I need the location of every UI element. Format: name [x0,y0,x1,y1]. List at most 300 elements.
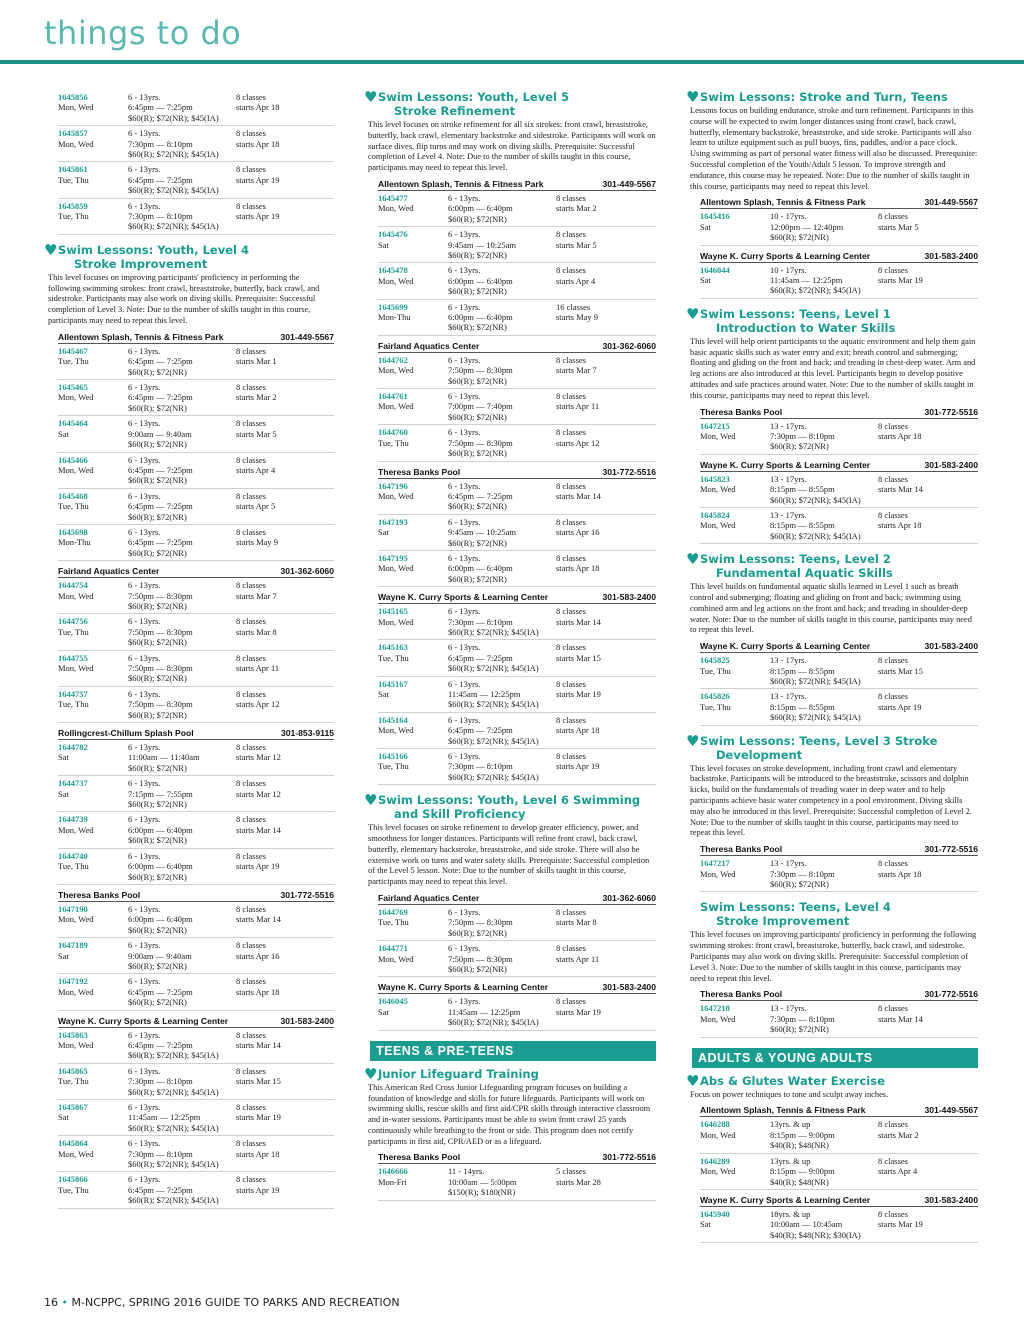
session-days: Tue, Thu [378,437,409,448]
course-title-line-2: Stroke Improvement [716,914,850,929]
session-id: 1647190 [58,903,88,914]
session-count: 8 classes [236,382,266,393]
session-row [58,199,334,235]
course-title [364,90,656,118]
session-fee: $60(R); $72(NR) [770,232,829,243]
session-time: 7:30pm — 8:10pm [448,616,513,627]
location-header [700,194,978,209]
session-id: 1645825 [700,655,730,666]
heart-icon: ♥ [686,88,700,106]
session-time: 6:45pm — 7:25pm [128,501,193,512]
session-fee: $60(R); $72(NR) [448,537,507,548]
session-start: starts Apr 18 [236,986,280,997]
session-days: Tue, Thu [700,665,731,676]
session-age: 6 - 13yrs. [448,516,481,527]
location-header [700,457,978,472]
session-time: 7:50pm — 8:30pm [448,437,513,448]
session-row [700,1207,978,1243]
session-count: 8 classes [556,606,586,617]
session-id: 1645478 [378,265,408,276]
session-fee: $60(R); $72(NR) [128,439,187,450]
session-start: starts Mar 2 [878,1129,919,1140]
course-title [686,731,978,762]
session-row [58,849,334,885]
course-title-line-1: Swim Lessons: Teens, Level 2 [700,552,891,567]
session-age: 6 - 13yrs. [448,192,481,203]
session-time: 9:45am — 10:25am [448,239,516,250]
session-row [700,472,978,508]
session-id: 1647195 [378,552,408,563]
session-time: 7:15pm — 7:55pm [128,788,193,799]
location-name: Wayne K. Curry Sports & Learning Center [378,592,549,603]
session-count: 8 classes [236,1029,266,1040]
session-id: 1646044 [700,264,730,275]
session-age: 6 - 13yrs. [128,1029,161,1040]
course-description: This American Red Cross Junior Lifeguarding program focuses on building a foundation of knowledge and skills for future lifeguards. Participants will work on swimming skills, rescue skills and first aid/CPR skills through interactive classroom and in-water sessions. Participants must be able to swim front crawl 25 yards continuously while breathing to the front or side. This program does not certify participants in first aid, CPR/AED or as a lifeguard. [368,1082,651,1146]
heart-icon: ♥ [364,88,378,106]
course-listing [364,88,656,785]
session-time: 7:50pm — 8:30pm [448,365,513,376]
session-row [700,508,978,544]
session-days: Mon, Wed [378,365,414,376]
session-age: 6 - 13yrs. [448,391,481,402]
session-start: starts Apr 12 [556,437,600,448]
session-count: 8 classes [878,655,908,666]
session-age: 6 - 13yrs. [448,642,481,653]
session-count: 8 classes [236,580,266,591]
course-listing [364,791,656,1030]
session-start: starts Apr 11 [236,663,280,674]
location-phone: 301-449-5567 [924,197,978,208]
session-age: 6 - 13yrs. [128,652,161,663]
session-days: Mon, Wed [58,138,94,149]
location-phone: 301-853-9115 [280,728,334,739]
session-days: Mon, Wed [700,1013,736,1024]
session-spacer [58,439,128,449]
session-start: starts Apr 18 [236,102,280,113]
session-count: 8 classes [556,265,586,276]
session-spacer [378,928,448,938]
location-name: Theresa Banks Pool [378,466,461,477]
course-title [364,793,656,821]
session-fee: $60(R); $72(NR) [128,402,187,413]
footer-text: M-NCPPC, SPRING 2016 GUIDE TO PARKS AND RECREATION [71,1296,400,1309]
session-days: Mon, Wed [58,663,94,674]
session-spacer [58,512,128,522]
session-days: Sat [700,1219,711,1230]
session-fee: $60(R); $72(NR) [448,964,507,975]
session-fee: $60(R); $72(NR); $45(IA) [128,1159,219,1170]
session-age: 13 - 17yrs. [770,691,807,702]
session-id: 1645416 [700,211,730,222]
session-start: starts Mar 19 [556,1006,601,1017]
session-time: 6:45pm — 7:25pm [448,652,513,663]
session-count: 8 classes [236,616,266,627]
session-age: 6 - 13yrs. [448,606,481,617]
session-row [378,353,656,389]
location-phone: 301-362-6060 [602,893,656,904]
location-name: Allentown Splash, Tennis & Fitness Park [700,197,866,208]
location-name: Allentown Splash, Tennis & Fitness Park [700,1105,866,1116]
session-start: starts Mar 5 [556,239,597,250]
course-title-text [700,552,893,580]
session-spacer [378,448,448,458]
course-description: Lessons focus on building endurance, stroke and turn refinement. Participants in this course will be expected to swim longer distances using front crawl, back crawl, butterfly, elementary backstroke, breaststroke, and side stroke. Participants will also learn to utilize equipment such as pull buoys, fins, paddles, and/or a pace clock. Using swimming as part of personal water fitness will also be discussed. Prerequisite: Successful completion of the Youth/Adult 5 lesson. To improve strength and endurance, this course may be repeated. Note: Due to the number of skills taught in this course, participants may need to repeat this level. [690,106,978,191]
location-header [58,1013,334,1028]
session-days: Tue, Thu [378,652,409,663]
location-phone: 301-772-5516 [602,1152,656,1163]
location-phone: 301-583-2400 [924,250,978,261]
session-days: Sat [58,788,69,799]
session-row [58,687,334,723]
session-age: 6 - 13yrs. [448,714,481,725]
session-count: 8 classes [236,200,266,211]
session-row [58,938,334,974]
session-days: Mon, Wed [378,616,414,627]
course-description: This level focuses on stroke development, including front crawl and elementary backstroke. Participants will be introduced to the breaststroke, scissors and dolphin kicks, build on the fundamentals of treading water in deep water and to help participants achieve basic water competency in a pool environment. Diving skills may also be introduced in this level. Prerequisite: Successful completion of Level 2. Note: Due to the number of skills taught in this course, participants may need to repeat this level. [690,763,972,838]
session-row [58,1064,334,1100]
session-fee: $150(R); $180(NR) [448,1187,516,1198]
session-spacer [700,712,770,722]
session-spacer [58,1050,128,1060]
session-time: 8:15pm — 9:00pm [770,1166,835,1177]
session-fee: $60(R); $72(NR); $45(IA) [770,494,861,505]
course-title-line-1: Swim Lessons: Youth, Level 4 [58,242,249,257]
session-start: starts Apr 19 [236,1184,280,1195]
course-title-text [58,243,249,271]
session-spacer [700,441,770,451]
session-start: starts Mar 2 [556,203,597,214]
session-time: 6:00pm — 6:40pm [128,824,193,835]
location-name: Fairland Aquatics Center [58,566,160,577]
course-title [686,552,978,580]
session-start: starts Apr 18 [878,431,922,441]
session-age: 6 - 13yrs. [448,354,481,365]
session-age: 6 - 13yrs. [128,418,161,429]
session-id: 1645824 [700,510,730,521]
session-days: Mon, Wed [378,401,414,412]
session-count: 8 classes [236,526,266,537]
session-days: Sat [378,239,389,250]
session-spacer [700,285,770,295]
column-3 [686,88,978,1251]
session-days: Tue, Thu [58,861,89,872]
session-spacer [700,676,770,686]
session-age: 6 - 13yrs. [448,427,481,438]
session-row [58,126,334,162]
session-fee: $60(R); $72(NR); $45(IA) [770,530,861,541]
session-start: starts Apr 4 [236,464,276,475]
course-title-line-2: Introduction to Water Skills [716,320,896,335]
session-age: 6 - 13yrs. [128,345,161,356]
location-header [378,979,656,994]
session-age: 6 - 13yrs. [448,751,481,762]
course-title-line-1: Swim Lessons: Teens, Level 1 [700,306,891,321]
course-listing [686,1071,978,1243]
session-row [58,1136,334,1172]
heart-icon: ♥ [364,1064,378,1083]
session-count: 8 classes [236,652,266,663]
session-id: 1645468 [58,490,88,501]
session-count: 8 classes [236,490,266,501]
session-spacer [58,1159,128,1169]
session-days: Mon, Wed [58,1039,94,1050]
session-start: starts Apr 18 [236,1148,280,1159]
session-start: starts Apr 18 [556,725,600,736]
session-fee: $60(R); $72(NR) [128,871,187,882]
session-id: 1645698 [58,526,88,537]
session-days: Mon, Wed [378,563,414,574]
session-count: 8 classes [556,480,586,491]
session-start: starts Apr 19 [878,701,922,712]
session-days: Sat [378,527,389,538]
session-fee: $60(R); $72(NR) [128,547,187,558]
location-name: Fairland Aquatics Center [378,340,480,351]
session-count: 8 classes [556,751,586,762]
session-spacer [58,601,128,611]
session-days: Sat [58,428,69,439]
heart-icon: ♥ [686,550,700,569]
location-phone: 301-583-2400 [924,641,978,652]
course-description: Focus on power techniques to tone and sculpt away inches. [690,1089,889,1099]
session-days: Sat [58,1112,69,1123]
session-count: 8 classes [236,92,266,102]
session-spacer [700,1177,770,1187]
location-name: Allentown Splash, Tennis & Fitness Park [378,178,544,189]
session-fee: $60(R); $72(NR) [770,1024,829,1035]
session-age: 18yrs. & up [770,1208,811,1219]
session-time: 6:00pm — 6:40pm [448,312,513,323]
session-start: starts Apr 11 [556,401,600,412]
session-age: 13 - 17yrs. [770,420,807,431]
session-fee: $60(R); $72(NR) [448,375,507,386]
session-id: 1645164 [378,714,408,725]
session-age: 6 - 13yrs. [128,164,161,175]
session-time: 7:50pm — 8:30pm [448,917,513,928]
location-phone: 301-583-2400 [924,459,978,470]
course-title-text [700,90,948,104]
course-listing [44,240,334,1209]
session-row [58,380,334,416]
course-title-line-2: Stroke Refinement [394,104,516,118]
session-time: 8:15pm — 8:55pm [770,701,835,712]
session-days: Tue, Thu [58,174,89,185]
session-fee: $60(R); $72(NR) [128,673,187,684]
session-fee: $60(R); $72(NR) [128,924,187,935]
session-days: Mon, Wed [58,986,94,997]
session-count: 8 classes [878,473,908,484]
session-row [58,344,334,380]
location-name: Theresa Banks Pool [700,844,783,855]
session-start: starts Mar 5 [878,221,919,232]
session-time: 6:45pm — 7:25pm [128,986,193,997]
session-count: 8 classes [236,850,266,861]
session-fee: $60(R); $72(NR); $45(IA) [448,699,539,710]
session-days: Tue, Thu [58,501,89,512]
course-title-text [378,90,569,118]
session-id: 1644739 [58,814,88,825]
session-spacer [58,403,128,413]
session-row [58,453,334,489]
session-days: Mon, Wed [378,953,414,964]
session-start: starts Mar 8 [556,917,597,928]
course-title [686,304,978,335]
session-id: 1645865 [58,1065,88,1076]
session-age: 13yrs. & up [770,1119,811,1130]
location-header [58,329,334,344]
session-row [700,856,978,892]
session-id: 1644740 [58,850,88,861]
session-count: 8 classes [878,1119,908,1130]
session-id: 1646289 [700,1155,730,1166]
location-phone: 301-772-5516 [924,844,978,855]
session-time: 6:45pm — 7:25pm [128,1184,193,1195]
session-start: starts Mar 7 [556,365,597,376]
session-fee: $60(R); $72(NR) [128,366,187,377]
session-spacer [378,699,448,709]
session-fee: $60(R); $72(NR); $45(IA) [128,1195,219,1206]
session-age: 13 - 17yrs. [770,655,807,666]
course-description: This level focuses on stroke refinement to develop greater efficiency, power, and smoothness for longer distances. Participants will refine front crawl, back crawl, butterfly, elementary backstroke, breaststroke, and side stroke. There will also be extensive work on turns and water safety skills. Prerequisite: Successful completion of the Level 5 lesson. Note: Due to the number of skills taught in this course, participants may need to repeat this level. [368,823,650,887]
session-count: 8 classes [236,164,266,175]
session-id: 1645859 [58,200,88,211]
course-description: This level will help orient participants to the aquatic environment and help them gain basic aquatic skills such as water entry and exit; breath control and submerging; floating and gliding on the front and back; and treading in chest-deep water. Arm and leg actions are also introduced at this level. Participants begin to develop positive attitudes and safe practices around water. Note: Due to the number of skills taught in this course, participants may need to repeat this level. [690,336,976,400]
session-time: 6:45pm — 7:25pm [128,102,193,113]
course-title-line-2: and Skill Proficiency [394,807,526,822]
session-days: Mon, Wed [700,1129,736,1140]
session-spacer [58,997,128,1007]
session-spacer [58,1123,128,1133]
session-time: 7:50pm — 8:30pm [128,699,193,710]
location-phone: 301-449-5567 [602,178,656,189]
session-row [378,191,656,227]
session-start: starts Apr 4 [556,275,596,286]
session-days: Mon-Thu [378,312,411,323]
location-header [378,338,656,353]
session-id: 1644754 [58,580,88,591]
session-age: 6 - 13yrs. [128,688,161,699]
session-time: 8:15pm — 8:55pm [770,484,835,495]
session-days: Sat [700,275,711,285]
session-spacer [58,548,128,558]
session-time: 6:45pm — 7:25pm [128,1039,193,1050]
session-age: 6 - 13yrs. [448,265,481,276]
session-age: 6 - 13yrs. [128,200,161,211]
session-age: 13yrs. & up [770,1155,811,1166]
session-days: Tue, Thu [378,761,409,772]
session-spacer [58,185,128,195]
session-spacer [58,113,128,123]
session-age: 13 - 17yrs. [770,858,807,869]
course-title-line-2: Fundamental Aquatic Skills [716,566,893,581]
session-age: 6 - 13yrs. [128,1138,161,1149]
session-time: 7:00pm — 7:40pm [448,401,513,412]
session-count: 8 classes [878,858,908,869]
session-spacer [58,872,128,882]
course-listing [690,900,978,1037]
session-spacer [58,1195,128,1205]
session-time: 11:45am — 12:25pm [128,1112,201,1123]
session-count: 8 classes [236,1065,266,1076]
location-phone: 301-583-2400 [602,982,656,993]
session-fee: $60(R); $72(NR) [128,600,187,611]
heart-icon: ♥ [686,304,700,323]
course-title-text [700,1074,885,1088]
page-footer [44,1296,400,1309]
location-phone: 301-362-6060 [602,340,656,351]
session-fee: $60(R); $72(NR) [128,835,187,846]
location-name: Wayne K. Curry Sports & Learning Center [700,641,871,652]
session-age: 6 - 13yrs. [128,814,161,825]
course-listing [58,90,334,235]
course-listing [364,1064,656,1201]
location-header [378,176,656,191]
location-header [700,1102,978,1117]
session-time: 7:30pm — 8:10pm [770,431,835,441]
session-count: 8 classes [236,1102,266,1113]
session-row [700,209,978,245]
course-title-line-2: Development [716,747,803,762]
column-2 [364,88,656,1209]
session-row [700,419,978,455]
session-count: 8 classes [236,418,266,429]
session-age: 6 - 13yrs. [448,907,481,918]
session-age: 6 - 13yrs. [128,940,161,951]
session-spacer [58,673,128,683]
session-row [700,1154,978,1190]
session-age: 6 - 13yrs. [448,480,481,491]
location-name: Rollingcrest-Chillum Splash Pool [58,728,194,739]
session-fee: $60(R); $72(NR); $45(IA) [128,1122,219,1133]
session-start: starts Mar 19 [878,1219,923,1230]
location-header [700,638,978,653]
session-time: 6:45pm — 7:25pm [448,490,513,501]
location-header [58,725,334,740]
session-spacer [700,531,770,541]
session-days: Sat [700,221,711,232]
location-phone: 301-362-6060 [280,566,334,577]
session-time: 7:30pm — 8:10pm [770,868,835,879]
session-id: 1645699 [378,301,408,312]
course-title-line-1: Junior Lifeguard Training [378,1066,539,1081]
session-start: starts Mar 1 [236,356,277,367]
session-id: 1645864 [58,1138,88,1149]
session-fee: $60(R); $72(NR) [448,501,507,512]
session-row [58,614,334,650]
session-start: starts Apr 19 [236,861,280,872]
session-fee: $60(R); $72(NR) [128,762,187,773]
course-title-line-1: Abs & Glutes Water Exercise [700,1073,885,1088]
section-banner: TEENS & PRE-TEENS [370,1041,656,1061]
location-phone: 301-449-5567 [280,331,334,342]
session-row [378,515,656,551]
session-start: starts Apr 5 [236,501,276,512]
session-id: 1645165 [378,606,408,617]
session-row [378,941,656,977]
location-header [378,589,656,604]
session-count: 8 classes [236,454,266,465]
session-id: 1645823 [700,473,730,484]
session-count: 8 classes [556,642,586,653]
session-count: 8 classes [878,264,908,275]
session-start: starts Mar 19 [878,275,923,285]
session-count: 8 classes [556,391,586,402]
session-age: 13 - 17yrs. [770,473,807,484]
session-id: 1645940 [700,1208,730,1219]
session-time: 7:30pm — 8:10pm [770,1013,835,1024]
session-start: starts Apr 18 [556,563,600,574]
session-start: starts Apr 12 [236,699,280,710]
